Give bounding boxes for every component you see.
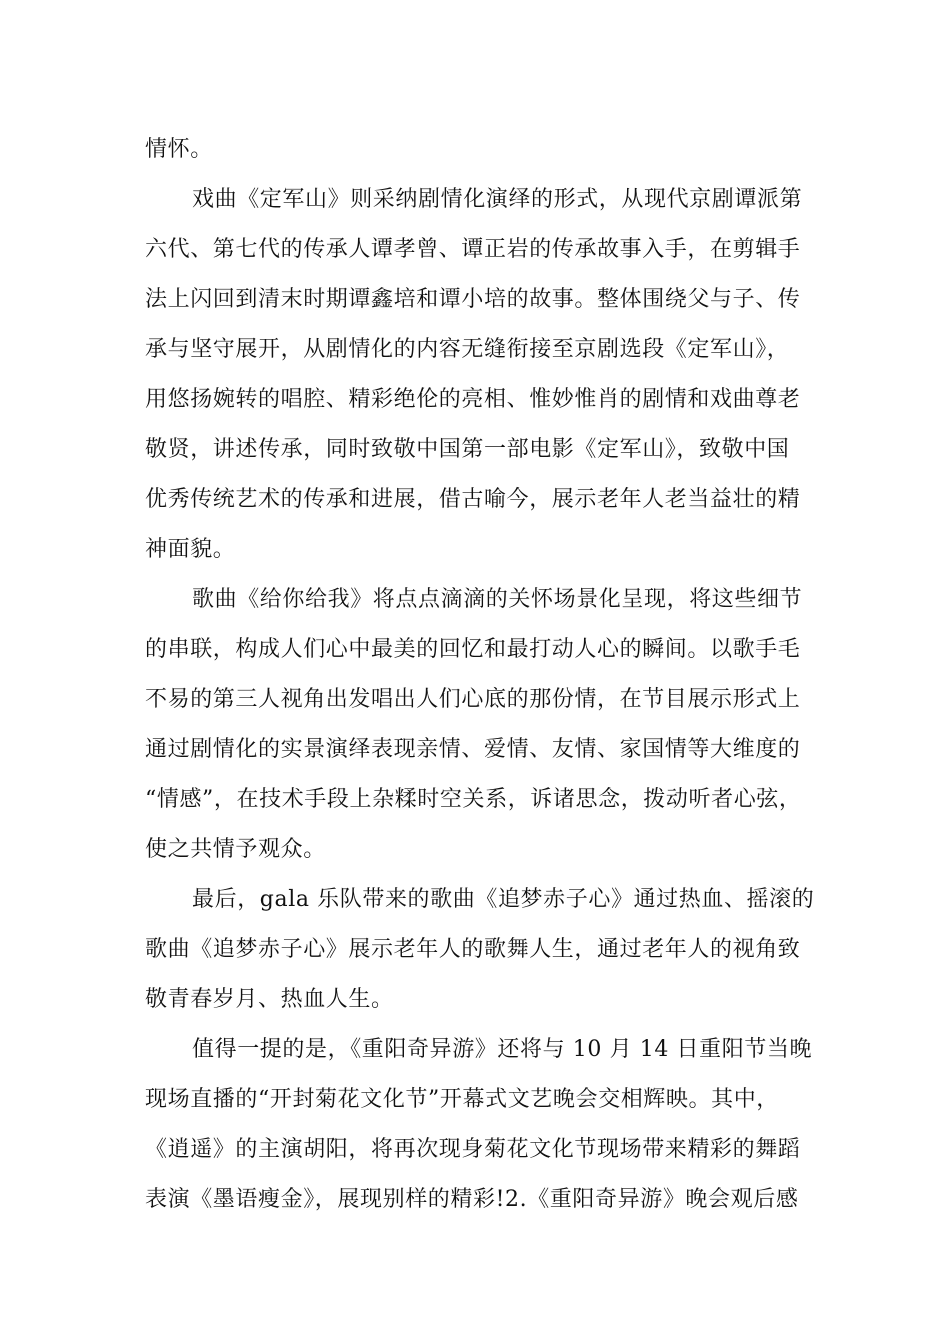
text-line: 用悠扬婉转的唱腔、精彩绝伦的亮相、惟妙惟肖的剧情和戏曲尊老 [145, 387, 801, 412]
text-line: 情怀。 [145, 137, 213, 162]
text-line: 神面貌。 [145, 537, 236, 562]
text-line: 现场直播的“开封菊花文化节”开幕式文艺晚会交相辉映。其中， [145, 1087, 779, 1112]
text-line: 六代、第七代的传承人谭孝曾、谭正岩的传承故事入手，在剪辑手 [145, 237, 801, 262]
paragraph-first-line: 戏曲《定军山》则采纳剧情化演绎的形式，从现代京剧谭派第 [192, 187, 803, 212]
text-line: 承与坚守展开，从剧情化的内容无缝衔接至京剧选段《定军山》， [145, 337, 790, 362]
text-line: 不易的第三人视角出发唱出人们心底的那份情，在节目展示形式上 [145, 687, 801, 712]
paragraph-first-line: 值得一提的是，《重阳奇异游》还将与 10 月 14 日重阳节当晚 [192, 1037, 813, 1062]
text-line: 的串联，构成人们心中最美的回忆和最打动人心的瞬间。以歌手毛 [145, 637, 801, 662]
text-line: 使之共情予观众。 [145, 837, 326, 862]
text-line: 通过剧情化的实景演绎表现亲情、爱情、友情、家国情等大维度的 [145, 737, 801, 762]
text-line: 敬青春岁月、热血人生。 [145, 987, 394, 1012]
paragraph-first-line: 歌曲《给你给我》将点点滴滴的关怀场景化呈现，将这些细节 [192, 587, 803, 612]
text-line: 《逍遥》的主演胡阳，将再次现身菊花文化节现场带来精彩的舞蹈 [145, 1137, 801, 1162]
paragraph-first-line: 最后，gala 乐队带来的歌曲《追梦赤子心》通过热血、摇滚的 [192, 887, 815, 912]
text-line: 敬贤，讲述传承，同时致敬中国第一部电影《定军山》，致敬中国 [145, 437, 790, 462]
text-line: 法上闪回到清末时期谭鑫培和谭小培的故事。整体围绕父与子、传 [145, 287, 801, 312]
text-line: 表演《墨语瘦金》，展现别样的精彩!2.《重阳奇异游》晚会观后感 [145, 1187, 799, 1212]
text-line: 歌曲《追梦赤子心》展示老年人的歌舞人生，通过老年人的视角致 [145, 937, 801, 962]
text-line: 优秀传统艺术的传承和进展，借古喻今，展示老年人老当益壮的精 [145, 487, 801, 512]
text-line: “情感”，在技术手段上杂糅时空关系，诉诸思念，拨动听者心弦， [145, 787, 802, 812]
